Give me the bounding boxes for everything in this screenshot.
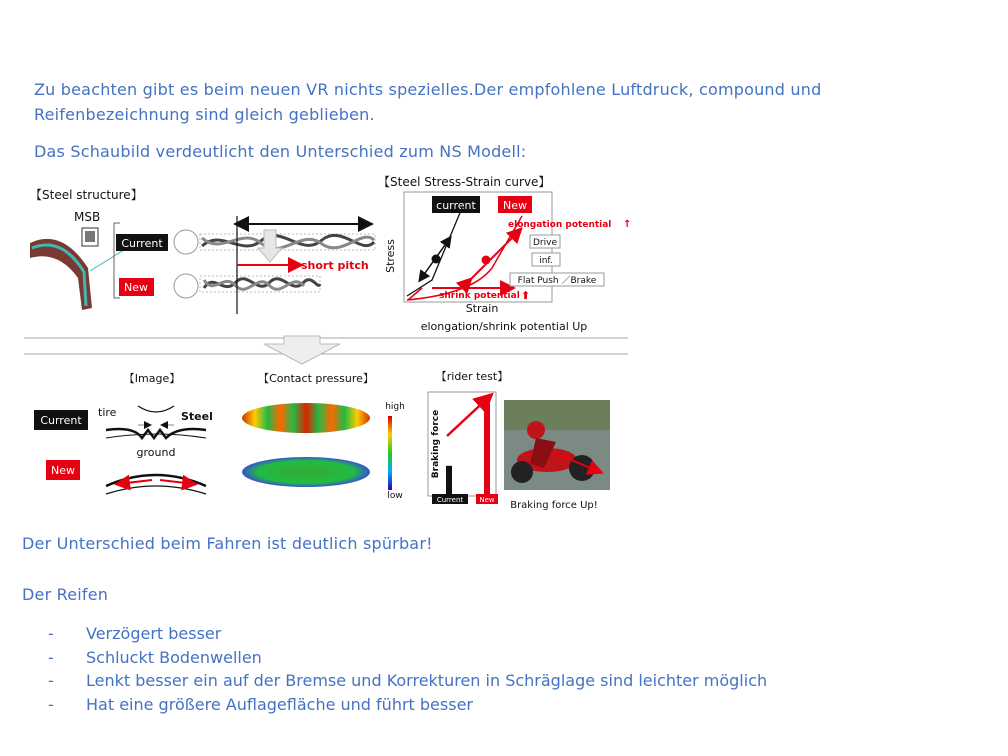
stress-axis-label: Stress — [384, 239, 397, 273]
image-new-label: New — [51, 464, 75, 477]
new-pressure-map — [242, 457, 370, 487]
list-item-text: Schluckt Bodenwellen — [86, 647, 262, 667]
strain-axis-label: Strain — [465, 302, 499, 315]
figure-caption: Das Schaubild verdeutlicht den Unterschied zum NS Modell: — [34, 142, 527, 161]
list-item — [48, 693, 767, 717]
steel-structure-panel — [30, 188, 375, 314]
short-pitch-label: short pitch — [301, 259, 369, 272]
list-dash: - — [48, 624, 54, 643]
new-curve-label: New — [503, 199, 527, 212]
bar-label-current: Current — [436, 496, 464, 504]
pressure-color-scale — [388, 416, 392, 490]
elongation-up-icon: ↑ — [623, 219, 632, 230]
intro-line-1: Zu beachten gibt es beim neuen VR nichts spezielles.Der empfohlene Luftdruck, compound und — [34, 80, 822, 99]
steel-label: Steel — [181, 410, 213, 423]
cord-cross-section-current — [174, 230, 198, 254]
steel-structure-title: 【Steel structure】 — [30, 188, 143, 202]
current-label: Current — [121, 237, 163, 250]
rider-test-panel — [428, 370, 610, 511]
rider-test-title: 【rider test】 — [435, 370, 509, 383]
image-panel — [34, 372, 213, 494]
tire-label: tire — [98, 406, 117, 419]
image-title: 【Image】 — [123, 372, 181, 385]
msb-label: MSB — [74, 210, 101, 224]
inf-label: inf. — [539, 256, 553, 266]
list-item — [48, 646, 767, 670]
list-heading: Der Reifen — [22, 585, 109, 604]
tire-benefits-list — [48, 622, 767, 716]
big-down-arrow-icon — [264, 336, 340, 364]
list-dash: - — [48, 647, 54, 667]
elongation-potential-label: elongation potential — [508, 220, 612, 230]
cord-cross-section-new — [174, 274, 198, 298]
scale-high-label: high — [385, 402, 405, 412]
stress-strain-caption: elongation/shrink potential Up — [420, 320, 588, 333]
braking-force-caption: Braking force Up! — [510, 500, 598, 511]
list-item-text: Hat eine größere Auflagefläche und führt besser — [86, 694, 473, 714]
drive-label: Drive — [533, 238, 557, 248]
contact-pressure-panel — [242, 372, 405, 501]
braking-bar-new — [484, 400, 490, 494]
list-item — [48, 669, 767, 693]
flat-push-brake-label: Flat Push ／Brake — [517, 276, 597, 286]
current-pressure-map — [242, 403, 370, 433]
new-label: New — [124, 281, 148, 294]
list-item — [48, 622, 767, 646]
braking-bar-current — [446, 466, 452, 494]
msb-badge-icon-inner — [85, 231, 95, 242]
bar-label-new: New — [479, 496, 495, 504]
current-curve-label: current — [436, 199, 476, 212]
intro-line-2: Reifenbezeichnung sind gleich geblieben. — [34, 105, 375, 124]
ground-label: ground — [136, 446, 176, 459]
list-item-text: Verzögert besser — [86, 624, 222, 643]
shrink-potential-label: shrink potential — [439, 291, 520, 301]
stress-strain-title: 【Steel Stress-Strain curve】 — [378, 175, 551, 189]
braking-axis-label: Braking force — [431, 409, 441, 479]
statement: Der Unterschied beim Fahren ist deutlich spürbar! — [22, 534, 433, 553]
list-dash: - — [48, 694, 54, 714]
scale-low-label: low — [387, 491, 403, 501]
comparison-figure — [22, 168, 632, 511]
image-current-label: Current — [40, 414, 82, 427]
shrink-up-icon: ⬆ — [521, 289, 531, 302]
list-item-text: Lenkt besser ein auf der Bremse und Korrekturen in Schräglage sind leichter möglich — [86, 671, 768, 690]
list-dash: - — [48, 671, 54, 690]
contact-pressure-title: 【Contact pressure】 — [258, 372, 374, 385]
stress-strain-panel — [378, 175, 631, 333]
